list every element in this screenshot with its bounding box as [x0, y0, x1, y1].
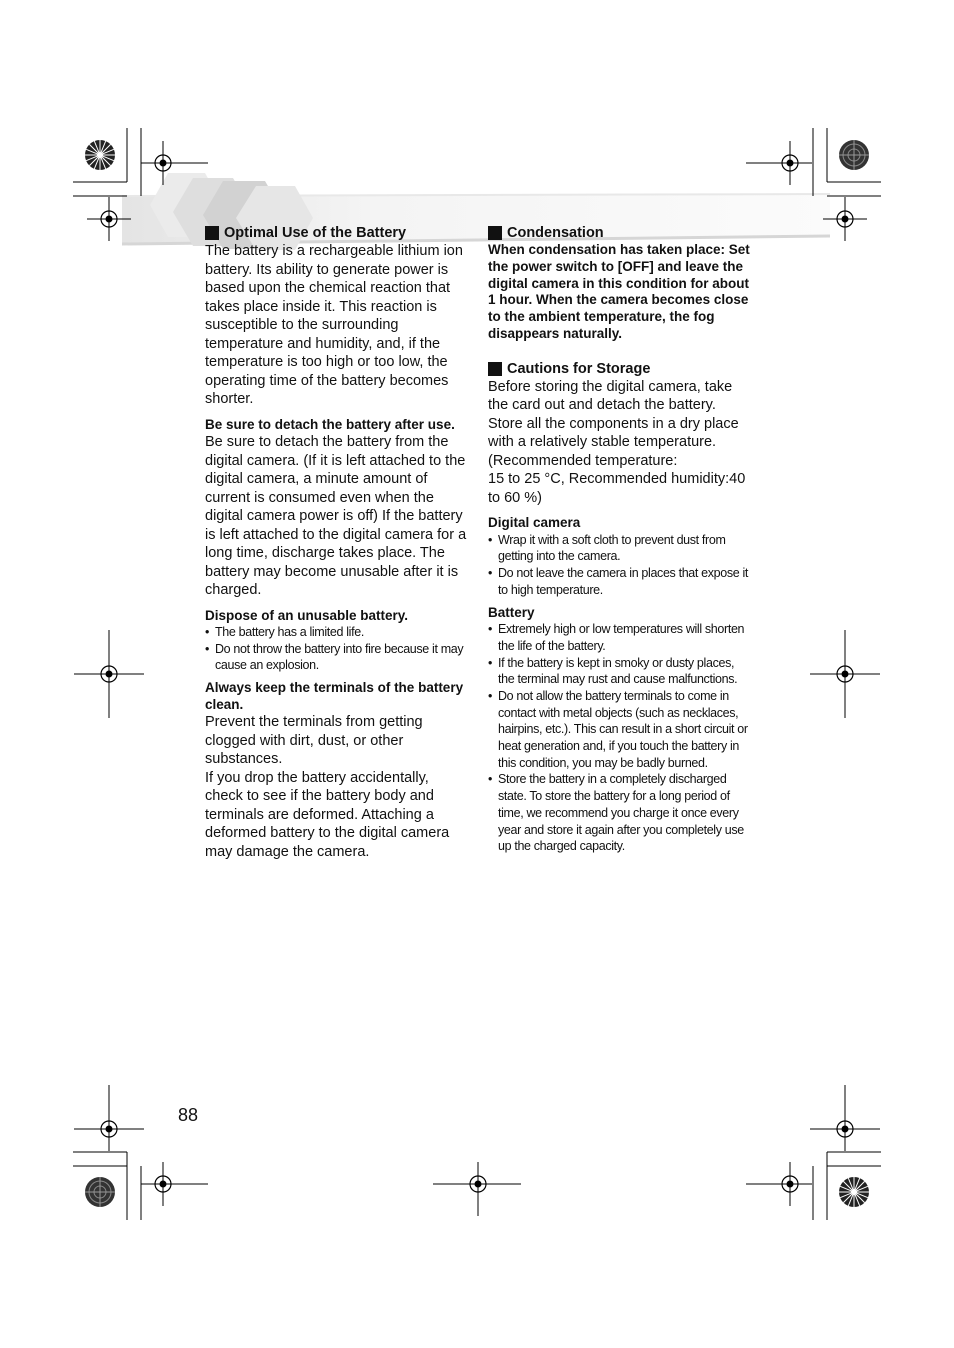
- terminals-heading: Always keep the terminals of the battery clean.: [205, 680, 464, 712]
- detach-heading: Be sure to detach the battery after use.: [205, 416, 455, 432]
- list-item: • Wrap it with a soft cloth to prevent dust from getting into the camera.: [488, 532, 750, 565]
- digital-camera-heading: Digital camera: [488, 515, 581, 531]
- list-item: • Do not allow the battery terminals to come in contact with metal objects (such as necklaces, hairpins, etc.). This can result in a short circuit or heat generation and, if you touch the battery in this condition, you may be badly burned.: [488, 688, 750, 772]
- section-square-icon: [488, 362, 502, 376]
- list-item: • Extremely high or low temperatures will shorten the life of the battery.: [488, 621, 750, 654]
- dispose-heading: Dispose of an unusable battery.: [205, 607, 409, 623]
- list-item: • Do not throw the battery into fire because it may cause an explosion.: [205, 641, 467, 674]
- digital-camera-list: [488, 532, 750, 599]
- dispose-list: [205, 624, 467, 674]
- storage-heading: [488, 360, 750, 378]
- battery-list: [488, 621, 750, 855]
- optimal-use-body: The battery is a rechargeable lithium ion battery. Its ability to generate power is based upon the chemical reaction that takes place inside it. This reaction is susceptible to the surrounding temperature and humidity, and, if the temperature is too high or too low, the operating time of the battery becomes shorter.: [205, 243, 463, 407]
- terminals-body-2: If you drop the battery accidentally, check to see if the battery body and terminals are deformed. Attaching a deformed battery to the digital camera may damage the camera.: [205, 769, 450, 860]
- condensation-body: When condensation has taken place: Set the power switch to [OFF] and leave the digital camera in this condition for about 1 hour. When the camera becomes close to the ambient temperature, the fog disappears naturally.: [488, 242, 750, 341]
- left-column: [205, 224, 467, 861]
- list-item: • Store the battery in a completely discharged state. To store the battery for a long period of time, we recommend you charge it once every year and store it again after you completely use up the charged capacity.: [488, 771, 750, 855]
- storage-body-line2: 15 to 25 °C, Recommended humidity:40 to 60 %): [488, 471, 746, 506]
- page-number: 88: [178, 1105, 199, 1125]
- terminals-body-1: Prevent the terminals from getting clogged with dirt, dust, or other substances.: [205, 714, 423, 768]
- storage-title: Cautions for Storage: [507, 360, 651, 377]
- right-column: [488, 224, 750, 855]
- optimal-use-heading: [205, 224, 467, 242]
- condensation-title: Condensation: [507, 225, 604, 241]
- list-item: • Do not leave the camera in places that expose it to high temperature.: [488, 565, 750, 598]
- section-square-icon: [205, 226, 219, 240]
- storage-body: Before storing the digital camera, take the card out and detach the battery. Store all the components in a dry place with a relatively stable temperature. (Recommended temperature:: [488, 378, 739, 469]
- list-item: • The battery has a limited life.: [205, 624, 467, 641]
- optimal-use-title: Optimal Use of the Battery: [224, 225, 407, 241]
- section-square-icon: [488, 226, 502, 240]
- battery-heading: Battery: [488, 604, 535, 620]
- list-item: • If the battery is kept in smoky or dusty places, the terminal may rust and cause malfunctions.: [488, 655, 750, 688]
- detach-body: Be sure to detach the battery from the digital camera. (If it is left attached to the digital camera, a minute amount of current is consumed even when the digital camera power is off) If the battery is left attached to the digital camera for a long time, discharge takes place. The battery may become unusable after it is charged.: [205, 434, 467, 598]
- condensation-heading: [488, 224, 750, 242]
